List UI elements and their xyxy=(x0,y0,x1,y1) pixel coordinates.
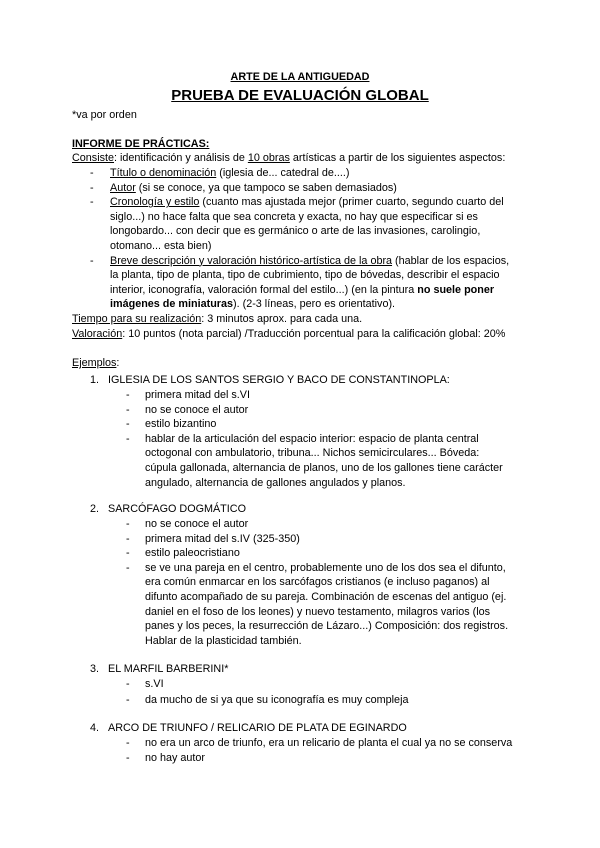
valoracion-label: Valoración xyxy=(72,328,123,340)
example-number: 4. xyxy=(90,722,100,734)
consiste-line xyxy=(72,151,505,166)
list-dash: - xyxy=(90,254,94,267)
aspect-label: Título o denominación xyxy=(110,167,217,179)
list-dash: - xyxy=(90,167,94,179)
consiste-pre: : identificación y análisis de xyxy=(114,152,248,164)
bullet-text: da mucho de si ya que su iconografía es muy compleja xyxy=(145,694,409,706)
list-dash: - xyxy=(126,518,130,530)
list-dash: - xyxy=(126,737,130,749)
ejemplos-heading xyxy=(72,356,119,371)
consiste-post: artísticas a partir de los siguientes aspectos: xyxy=(289,152,506,164)
aspect-label: Cronología y estilo xyxy=(110,196,200,209)
aspect-text: (si se conoce, ya que tampoco se saben demasiados) xyxy=(135,181,397,194)
consiste-label: Consiste xyxy=(72,152,115,164)
bullet-line: daniel en el foso de los leones) y nuevo testamento, milagros varios (los xyxy=(145,605,491,618)
example-number: 3. xyxy=(90,663,100,675)
tiempo-line xyxy=(72,312,362,327)
aspect-item xyxy=(110,166,349,181)
bullet-text xyxy=(145,561,508,649)
bullet-line: panes y los peces, la resurrección de Lázaro...) Composición: dos registros. xyxy=(145,620,509,633)
order-note: *va por orden xyxy=(72,109,137,121)
bullet-text: no se conoce el autor xyxy=(145,403,249,416)
list-dash: - xyxy=(126,547,130,560)
list-dash: - xyxy=(126,751,130,764)
bullet-text: estilo bizantino xyxy=(145,418,217,431)
bullet-text: s.VI xyxy=(145,678,164,690)
valoracion-text: : 10 puntos (nota parcial) /Traducción porcentual para la calificación global: 20% xyxy=(122,328,506,340)
example-number: 1. xyxy=(90,374,100,386)
bullet-line: octogonal con ambulatorio, tribuna... Nichos semicirculares... Bóveda: xyxy=(145,447,480,460)
ejemplos-colon: : xyxy=(116,357,120,369)
list-dash: - xyxy=(126,694,130,706)
bullet-line: difunto acompañado de su pareja. Combinación de escenas del antiguo (ej. xyxy=(145,590,507,603)
bullet-text: no se conoce el autor xyxy=(145,518,249,530)
aspect-line: la planta, tipo de planta, tipo de cubrimiento, tipo de bóvedas, describir el espacio xyxy=(110,269,500,282)
list-dash: - xyxy=(126,561,130,574)
example-title: EL MARFIL BARBERINI* xyxy=(108,663,229,675)
tiempo-text: : 3 minutos aprox. para cada una. xyxy=(201,313,363,325)
bullet-line: se ve una pareja en el centro, probablemente uno de los dos sea el difunto, xyxy=(145,561,506,574)
aspect-item xyxy=(110,254,509,312)
bullet-line: angulado, alternancia de gallones angulados y planos. xyxy=(145,476,406,489)
aspect-label: Breve descripción y valoración histórico-artística de la obra xyxy=(110,254,393,267)
aspect-line: longobardo... con decir que es germánico o arte de las invasiones, carolingio, xyxy=(110,225,481,238)
bullet-text xyxy=(145,432,503,490)
bullet-line: Hablar de la plasticidad también. xyxy=(145,634,302,647)
example-number: 2. xyxy=(90,503,100,515)
example-title: SARCÓFAGO DOGMÁTICO xyxy=(108,503,246,515)
bullet-line: cúpula gallonada, alternancia de planos, uno de los gallones tiene carácter xyxy=(145,461,503,474)
bullet-text: primera mitad del s.VI xyxy=(145,389,251,401)
course-heading: ARTE DE LA ANTIGUEDAD xyxy=(230,71,370,83)
bullet-text: no hay autor xyxy=(145,751,206,764)
aspect-bold: imágenes de miniaturas xyxy=(110,298,234,311)
ejemplos-label: Ejemplos xyxy=(72,357,117,369)
example-title: ARCO DE TRIUNFO / RELICARIO DE PLATA DE EGINARDO xyxy=(108,722,407,734)
bullet-text: no era un arco de triunfo, era un relicario de planta el cual ya no se conserva xyxy=(145,737,513,749)
aspect-bold: no suele poner xyxy=(417,283,495,296)
aspect-item xyxy=(110,181,397,196)
aspect-line: siglo...) no hace falta que sea concreta y exacta, no hay que especificar si es xyxy=(110,210,478,223)
aspect-tail: ). (2-3 líneas, pero es orientativo). xyxy=(233,298,396,311)
aspect-line: otomano... esta bien) xyxy=(110,239,212,252)
aspect-line: interior, iconografía, valoración formal del estilo...) (en la pintura xyxy=(110,283,418,296)
list-dash: - xyxy=(126,403,130,416)
tiempo-label: Tiempo para su realización xyxy=(72,313,202,325)
bullet-line: hablar de la articulación del espacio interior: espacio de planta central xyxy=(145,432,479,445)
consiste-obras: 10 obras xyxy=(247,152,290,164)
list-dash: - xyxy=(126,678,130,690)
aspect-label: Autor xyxy=(110,181,136,194)
informe-heading: INFORME DE PRÁCTICAS: xyxy=(72,138,210,150)
aspect-text: (cuanto mas ajustada mejor (primer cuarto, segundo cuarto del xyxy=(199,196,504,209)
aspect-text: (hablar de los espacios, xyxy=(392,254,510,267)
list-dash: - xyxy=(90,181,94,194)
aspect-item xyxy=(110,195,504,253)
list-dash: - xyxy=(126,532,130,545)
bullet-line: era común enmarcar en los sarcófagos cristianos (e incluso paganos) al xyxy=(145,576,490,589)
list-dash: - xyxy=(90,196,94,209)
bullet-text: estilo paleocristiano xyxy=(145,547,240,560)
valoracion-line xyxy=(72,327,505,342)
list-dash: - xyxy=(126,389,130,401)
page-title: PRUEBA DE EVALUACIÓN GLOBAL xyxy=(171,87,429,104)
bullet-text: primera mitad del s.IV (325-350) xyxy=(145,532,300,545)
list-dash: - xyxy=(126,418,130,431)
example-title: IGLESIA DE LOS SANTOS SERGIO Y BACO DE CONSTANTINOPLA: xyxy=(108,374,450,386)
list-dash: - xyxy=(126,432,130,445)
aspect-text: (iglesia de... catedral de....) xyxy=(216,167,350,179)
